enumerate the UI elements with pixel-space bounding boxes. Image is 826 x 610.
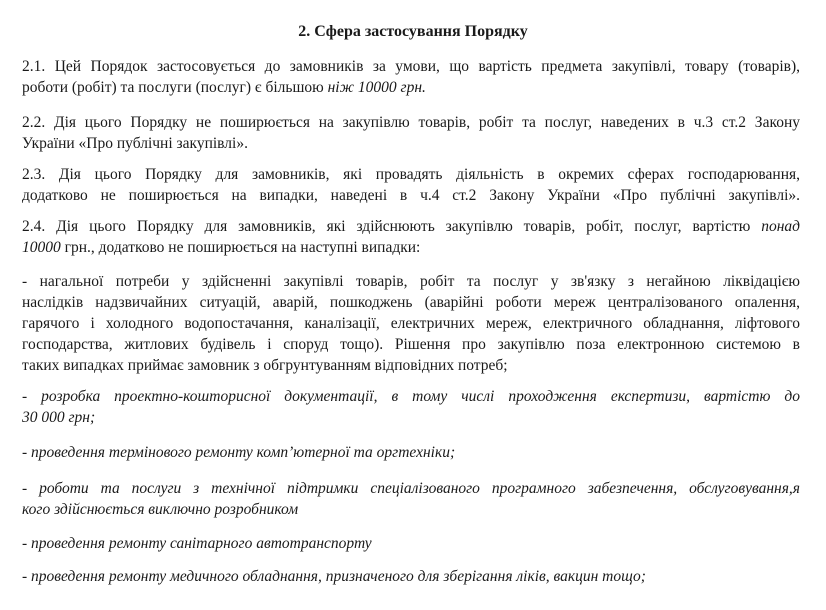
paragraph-line: України «Про публічні закупівлі». [22,135,248,152]
paragraph-line: 2.1. Цей Порядок застосовується до замовників за умови, що вартість предмета закупівлі, товару (товарів), [22,58,800,75]
section-heading: 2. Сфера застосування Порядку [298,23,528,40]
paragraph-line: - проведення термінового ремонту комп’ютерної та оргтехніки; [22,444,456,461]
list-item-software-support [22,478,800,520]
paragraph-line [22,237,800,258]
paragraph-line: 2.2. Дія цього Порядку не поширюється на закупівлю товарів, робіт та послуг, наведених в ч.3 ст.2 Закону [22,114,800,131]
paragraph-line: - нагальної потреби у здійсненні закупівлі товарів, робіт та послуг у зв'язку з негайною ліквідацією [22,273,800,290]
paragraph-line: 2.3. Дія цього Порядку для замовників, які провадять діяльність в окремих сферах господарювання, [22,166,800,183]
list-item-medical-equipment-repair [22,566,800,587]
paragraph-2-4 [22,216,800,258]
paragraph-line: - роботи та послуги з технічної підтримки спеціалізованого програмного забезпечення, обслуговування,я [22,480,800,497]
paragraph-line: додатково не поширюється на випадки, наведені в ч.4 ст.2 Закону України «Про публічні закупівлі». [22,187,800,204]
paragraph-2-1 [22,56,800,98]
paragraph-line: гарячого і холодного водопостачання, каналізації, електричних мереж, електричного обладнання, ліфтового [22,315,800,332]
paragraph-line: - проведення ремонту медичного обладнання, призначеного для зберігання ліків, вакцин тощо; [22,568,646,585]
list-item-ambulance-repair [22,533,800,554]
list-item-urgent-need [22,271,800,376]
list-item-computer-repair [22,442,800,463]
paragraph-line [22,77,800,98]
paragraph-text: роботи (робіт) та послуги (послуг) є більшою [22,79,328,96]
paragraph-2-3 [22,164,800,206]
paragraph-line: - розробка проектно-кошторисної документації, в тому числі проходження експертизи, вартістю до [22,388,800,405]
threshold-amount: ніж 10000 грн. [327,79,426,96]
paragraph-line: 30 000 грн; [22,409,96,426]
paragraph-2-2 [22,112,800,154]
paragraph-line [22,216,800,237]
list-item-design-documentation [22,386,800,428]
paragraph-line: таких випадках приймає замовник з обгрунтуванням відповідних потреб; [22,357,508,374]
threshold-word: понад [761,218,800,235]
paragraph-line: наслідків надзвичайних ситуацій, аварій, пошкоджень (аварійні роботи мереж централізованого опалення, [22,294,800,311]
paragraph-line: господарства, житлових будівель і споруд тощо). Рішення про закупівлю поза електронною системою в [22,336,800,353]
paragraph-line: кого здійснюється виключно розробником [22,501,299,518]
paragraph-line: - проведення ремонту санітарного автотранспорту [22,535,372,552]
threshold-amount: 10000 [22,239,61,256]
paragraph-text: грн., додатково не поширюється на наступні випадки: [60,239,421,256]
paragraph-text: 2.4. Дія цього Порядку для замовників, які здійснюють закупівлю товарів, робіт, послуг, вартістю [22,218,762,235]
